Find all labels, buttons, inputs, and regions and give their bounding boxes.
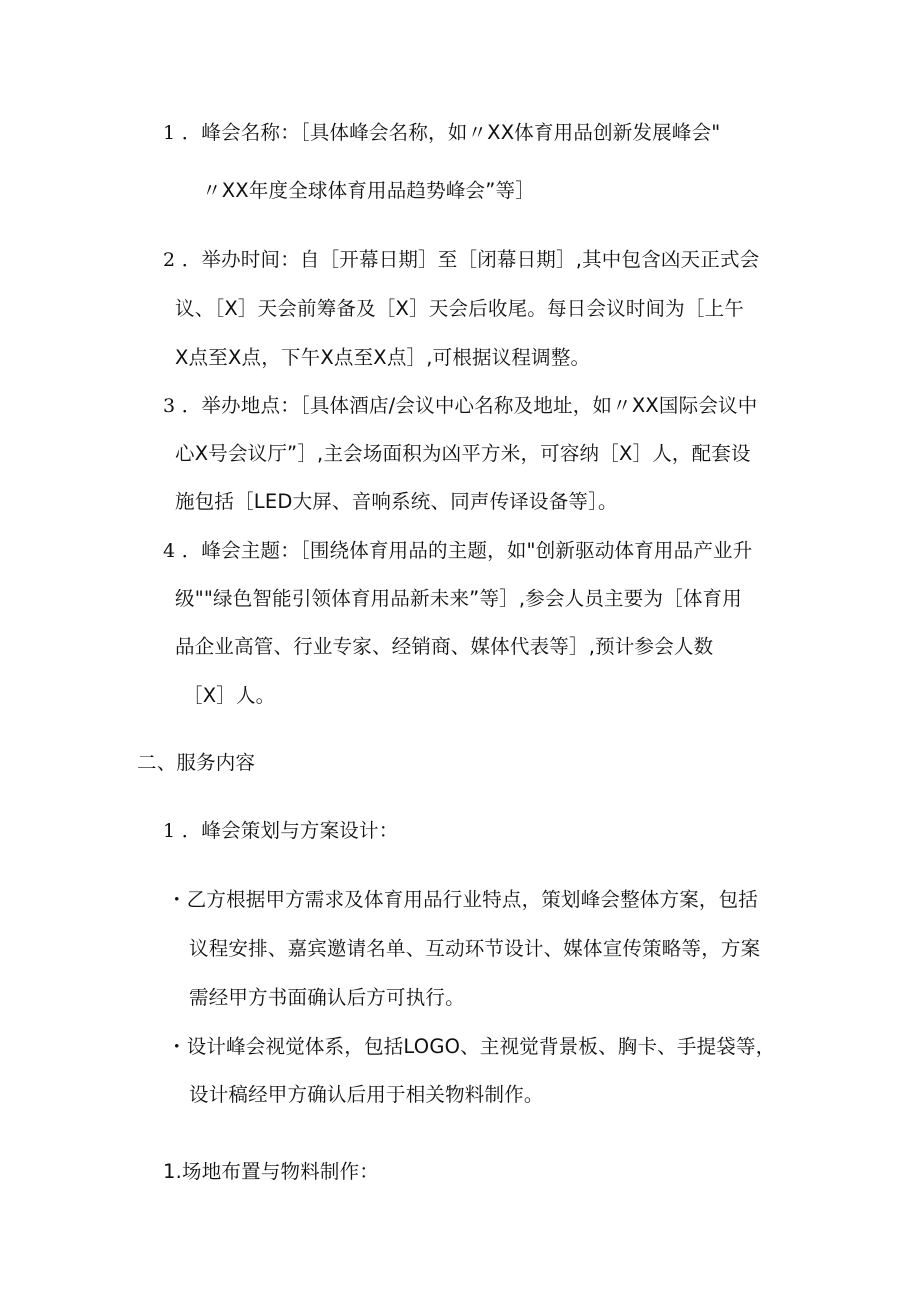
item-number: 3 — [163, 395, 176, 417]
item-1-line-2: 〃XX年度全球体育用品趋势峰会”等］ — [202, 179, 535, 202]
item-text: ．举办时间：自［开幕日期］至［闭幕日期］,其中包含凶天正式会 — [175, 248, 760, 271]
item-2-line-3: X点至X点，下午X点至X点］,可根据议程调整。 — [175, 346, 591, 369]
item-3-line-1 — [163, 394, 757, 418]
subheading-number: 1 — [163, 820, 176, 842]
item-4-line-2: 级""绿色智能引领体育用品新未来”等］,参会人员主要为［体育用 — [175, 587, 742, 610]
item-4-line-3: 品企业高管、行业专家、经销商、媒体代表等］,预计参会人数 — [175, 635, 714, 658]
bullet-1-line-3: 需经甲方书面确认后方可执行。 — [189, 986, 465, 1009]
item-2-line-2: 议、［X］天会前筹备及［X］天会后收尾。每日会议时间为［上午 — [175, 297, 744, 320]
bullet-1-line-1: ・乙方根据甲方需求及体育用品行业特点，策划峰会整体方案，包括 — [167, 888, 759, 911]
item-number: 2 — [163, 249, 176, 271]
subheading — [163, 819, 398, 843]
item-3-line-3: 施包括［LED大屏、音响系统、同声传译设备等］。 — [175, 490, 618, 513]
item-4-line-1 — [163, 539, 752, 563]
item-text: ．举办地点：［具体酒店/会议中心名称及地址，如〃XX国际会议中 — [175, 394, 758, 417]
item-3-line-2: 心X号会议厅”］,主会场面积为凶平方米，可容纳［X］人，配套设 — [175, 442, 751, 465]
item-2-line-1 — [163, 248, 759, 272]
next-subheading: 1.场地布置与物料制作： — [163, 1160, 380, 1183]
item-4-line-4: ［X］人。 — [183, 684, 276, 707]
bullet-2-line-2: 设计稿经甲方确认后用于相关物料制作。 — [189, 1083, 544, 1106]
item-1-line-1 — [163, 121, 720, 145]
subheading-text: ．峰会策划与方案设计： — [175, 819, 399, 842]
section-heading: 二、服务内容 — [137, 751, 256, 774]
bullet-1-line-2: 议程安排、嘉宾邀请名单、互动环节设计、媒体宣传策略等，方案 — [189, 937, 761, 960]
item-text: ．峰会主题：［围绕体育用品的主题，如"创新驱动体育用品产业升 — [175, 539, 753, 562]
item-number: 1 — [163, 122, 176, 144]
item-text: ．峰会名称：［具体峰会名称，如〃XX体育用品创新发展峰会" — [175, 121, 721, 144]
item-number: 4 — [163, 540, 176, 562]
bullet-2-line-1: ・设计峰会视觉体系，包括LOGO、主视觉背景板、胸卡、手提袋等， — [167, 1035, 776, 1058]
